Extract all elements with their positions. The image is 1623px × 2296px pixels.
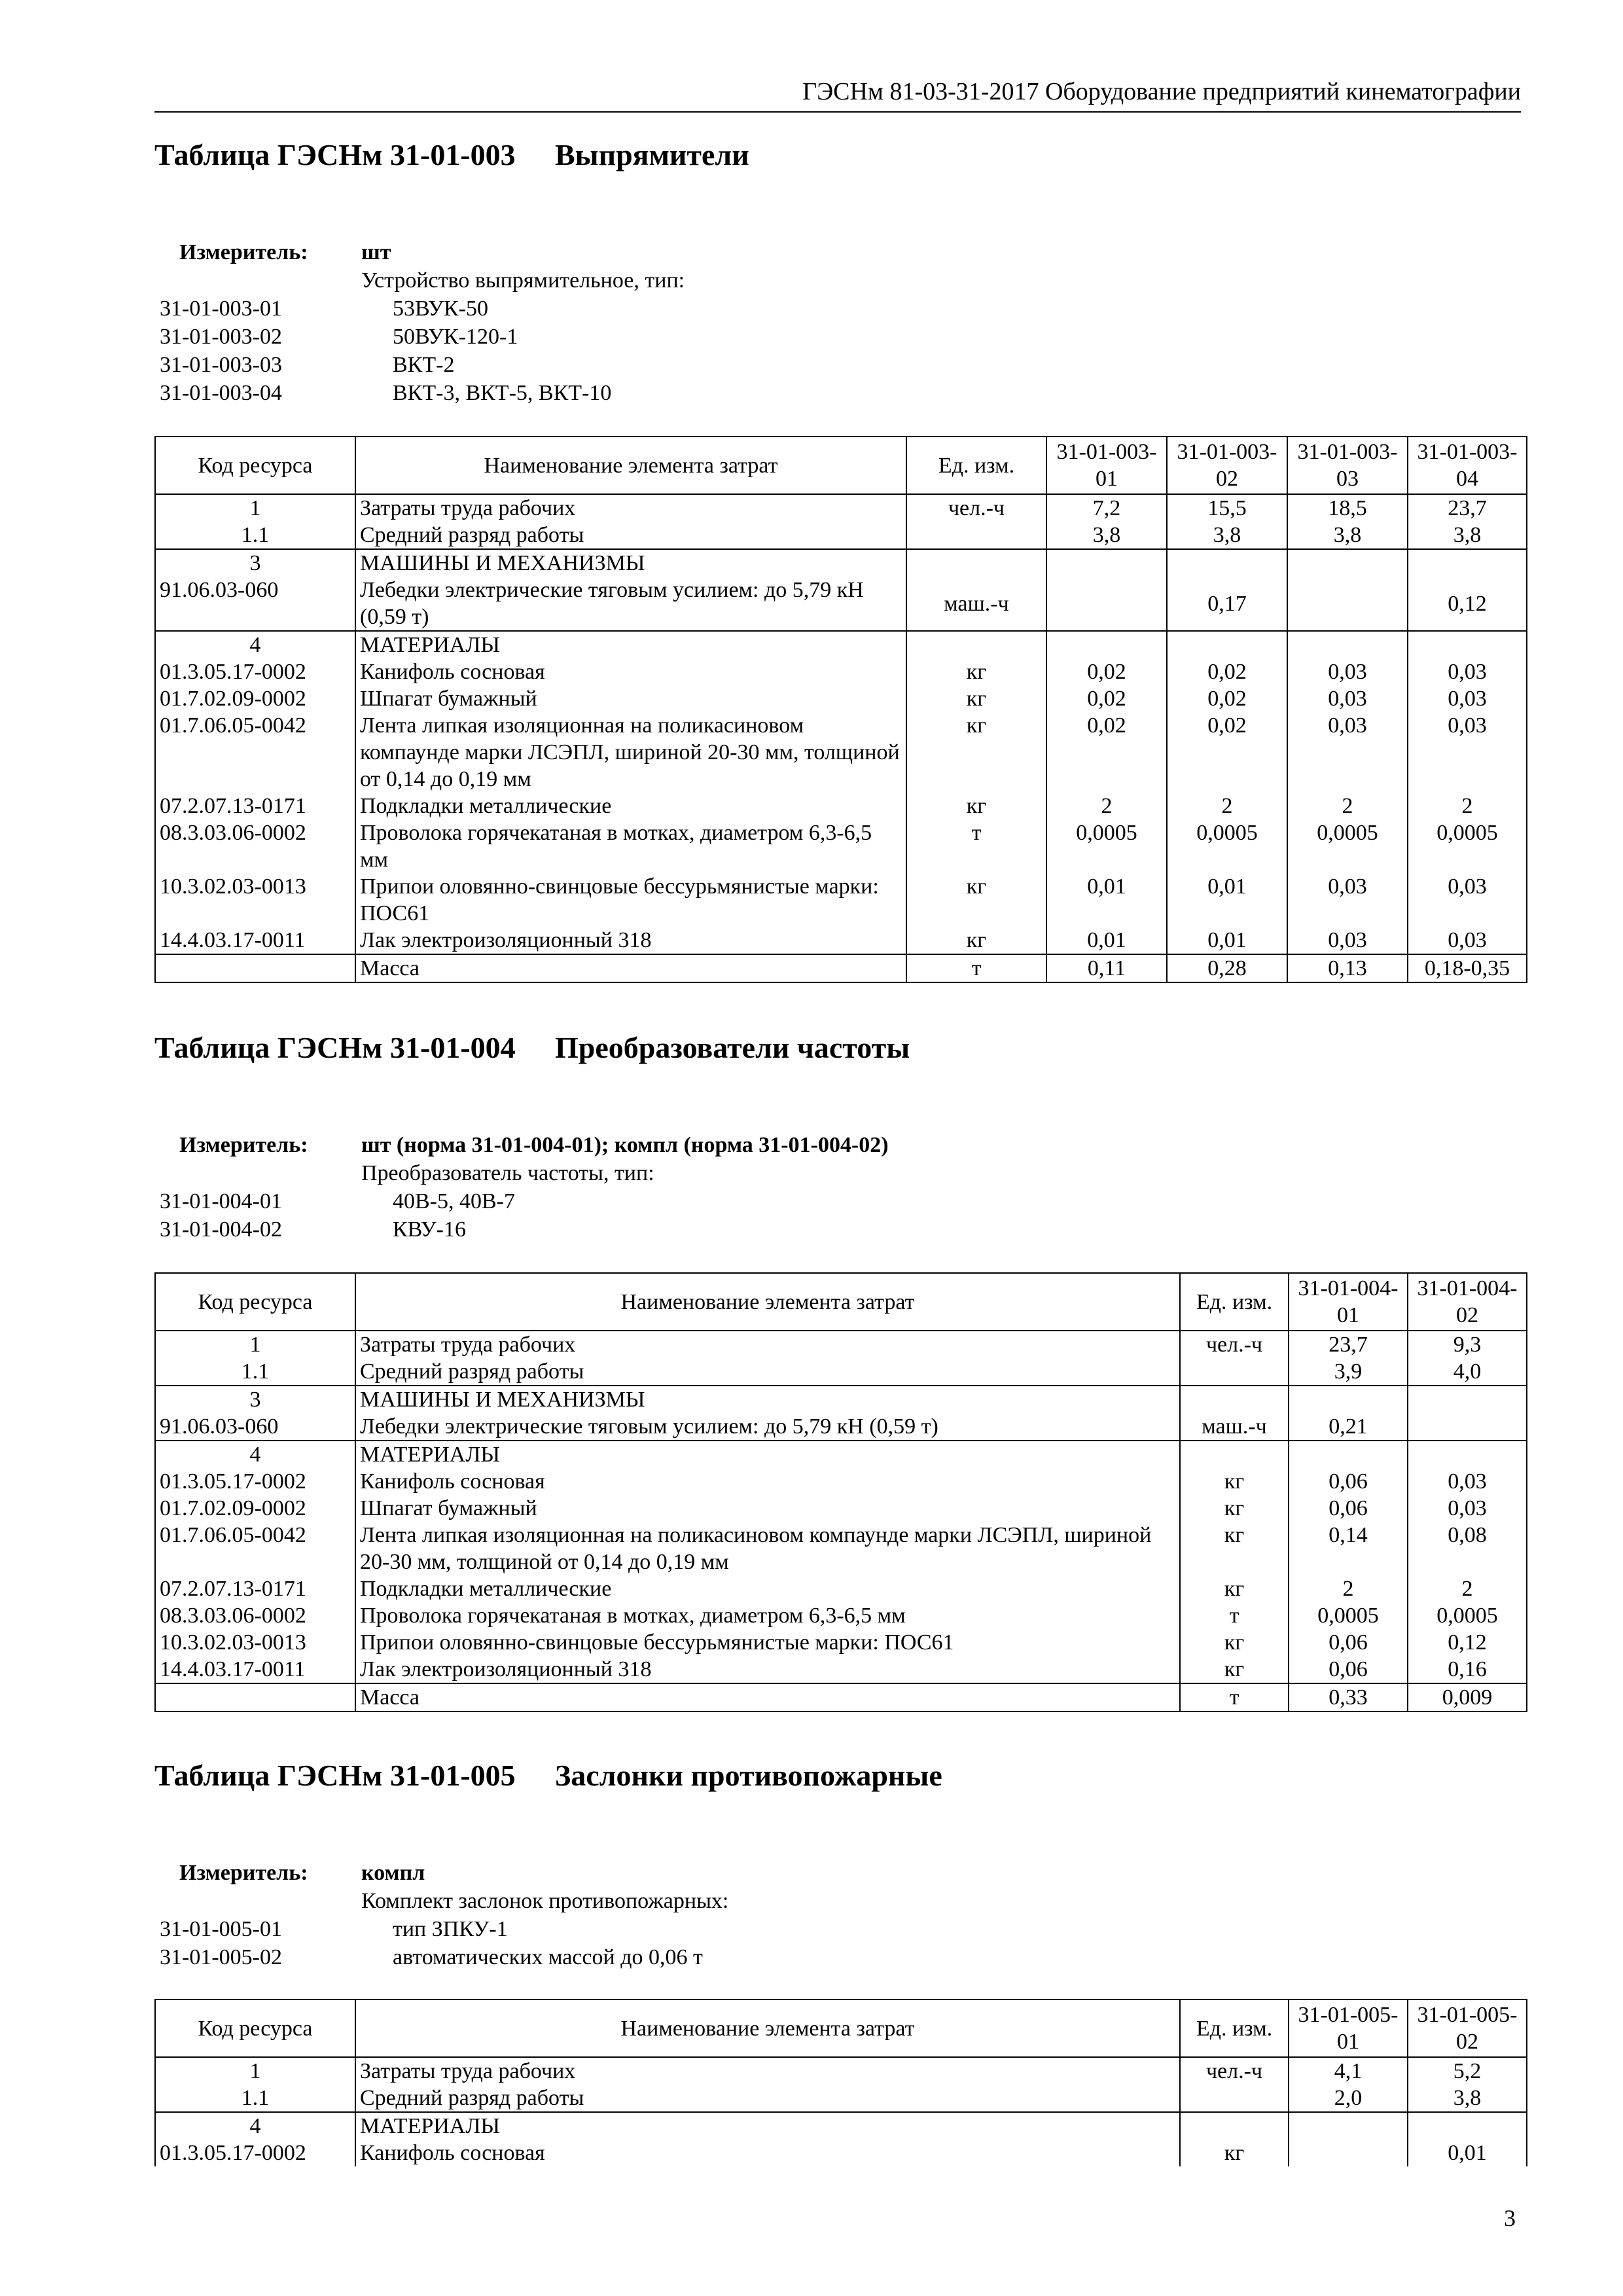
table-row bbox=[155, 1575, 1527, 1602]
mass-row bbox=[155, 954, 1527, 982]
norm-code: 31-01-003-02 bbox=[160, 325, 282, 349]
section-title bbox=[154, 1758, 1529, 1829]
table-code: Таблица ГЭСНм 31-01-005 bbox=[154, 1759, 516, 1792]
cell-name: Шпагат бумажный bbox=[355, 1495, 1180, 1522]
cell-code: 01.3.05.17-0002 bbox=[155, 1468, 355, 1495]
cell-value: 0,009 bbox=[1408, 1683, 1527, 1712]
cell-code: 01.3.05.17-0002 bbox=[155, 2140, 355, 2166]
cell-code: 4 bbox=[155, 1441, 355, 1468]
cell-code: 3 bbox=[155, 549, 355, 577]
table-row bbox=[155, 1441, 1527, 1468]
cell-value: 3,8 bbox=[1287, 522, 1408, 549]
norm-entry bbox=[154, 295, 1529, 323]
page-header: ГЭСНм 81-03-31-2017 Оборудование предприятий кинематографии bbox=[154, 77, 1521, 113]
cell-unit: маш.-ч bbox=[1180, 1413, 1289, 1441]
cell-code: 4 bbox=[155, 2112, 355, 2140]
cell-value: 0,01 bbox=[1046, 927, 1167, 954]
cell-value: 0,11 bbox=[1046, 954, 1167, 982]
cell-name: Припои оловянно-свинцовые бессурьмянистые марки: ПОС61 bbox=[355, 1629, 1180, 1656]
cell-value: 0,28 bbox=[1167, 954, 1287, 982]
cell-name: Лента липкая изоляционная на поликасиновом компаунде марки ЛСЭПЛ, шириной 20-30 мм, толщиной от 0,14 до 0,19 мм bbox=[355, 712, 906, 793]
cell-name: Подкладки металлические bbox=[355, 793, 906, 819]
cell-value: 0,12 bbox=[1408, 1629, 1527, 1656]
cell-value: 0,0005 bbox=[1046, 819, 1167, 873]
cell-value: 0,01 bbox=[1167, 927, 1287, 954]
norm-name: ВКТ-3, ВКТ-5, ВКТ-10 bbox=[393, 381, 612, 405]
cell-value: 2 bbox=[1408, 1575, 1527, 1602]
norm-name: автоматических массой до 0,06 т bbox=[393, 1945, 703, 1969]
cell-value: 3,8 bbox=[1408, 2085, 1527, 2112]
cell-unit: кг bbox=[1180, 1575, 1289, 1602]
cell-unit: кг bbox=[1180, 2140, 1289, 2166]
cell-value bbox=[1046, 549, 1167, 577]
meter-label: Измеритель: bbox=[179, 240, 308, 264]
norm-entry bbox=[154, 351, 1529, 379]
meter-description: Устройство выпрямительное, тип: bbox=[361, 268, 685, 293]
cell-name: Проволока горячекатаная в мотках, диаметром 6,3-6,5 мм bbox=[355, 819, 906, 873]
cell-value bbox=[1408, 1413, 1527, 1441]
cell-value: 9,3 bbox=[1408, 1331, 1527, 1358]
cell-unit: чел.-ч bbox=[1180, 1331, 1289, 1358]
cell-value: 0,17 bbox=[1167, 577, 1287, 631]
cell-value bbox=[1287, 549, 1408, 577]
cell-code: 91.06.03-060 bbox=[155, 577, 355, 631]
cell-value: 0,14 bbox=[1289, 1522, 1408, 1575]
cell-value: 0,02 bbox=[1046, 685, 1167, 712]
cell-value: 4,1 bbox=[1289, 2057, 1408, 2085]
norm-code: 31-01-005-02 bbox=[160, 1945, 282, 1969]
cell-unit: кг bbox=[906, 658, 1046, 685]
cell-code: 01.7.06.05-0042 bbox=[155, 712, 355, 793]
header-name: Наименование элемента затрат bbox=[355, 1273, 1180, 1331]
meter-value: компл bbox=[361, 1861, 425, 1885]
cell-value bbox=[1408, 2112, 1527, 2140]
cell-value: 0,02 bbox=[1046, 712, 1167, 793]
cell-name: Проволока горячекатаная в мотках, диаметром 6,3-6,5 мм bbox=[355, 1602, 1180, 1629]
table-row bbox=[155, 1522, 1527, 1575]
cell-value: 4,0 bbox=[1408, 1358, 1527, 1386]
table-row bbox=[155, 1495, 1527, 1522]
header-norm: 31-01-004-01 bbox=[1289, 1273, 1408, 1331]
cell-unit bbox=[906, 631, 1046, 658]
cell-value: 2,0 bbox=[1289, 2085, 1408, 2112]
norm-entry bbox=[154, 1215, 1529, 1244]
header-name: Наименование элемента затрат bbox=[355, 437, 906, 494]
cell-value: 0,02 bbox=[1167, 685, 1287, 712]
cell-value: 0,0005 bbox=[1287, 819, 1408, 873]
cell-value: 0,0005 bbox=[1408, 1602, 1527, 1629]
cell-code: 1 bbox=[155, 1331, 355, 1358]
cell-value: 0,02 bbox=[1046, 658, 1167, 685]
cell-value: 0,06 bbox=[1289, 1656, 1408, 1683]
cell-code: 07.2.07.13-0171 bbox=[155, 1575, 355, 1602]
mass-row bbox=[155, 1683, 1527, 1712]
cell-code: 1 bbox=[155, 494, 355, 522]
meter-block bbox=[154, 1859, 1529, 1971]
norm-entry bbox=[154, 1943, 1529, 1971]
norm-name: КВУ-16 bbox=[393, 1217, 466, 1242]
cell-code: 07.2.07.13-0171 bbox=[155, 793, 355, 819]
cell-name: МАТЕРИАЛЫ bbox=[355, 631, 906, 658]
cell-value bbox=[1287, 631, 1408, 658]
norm-name: 40В-5, 40В-7 bbox=[393, 1189, 515, 1213]
section-title bbox=[154, 1030, 1529, 1101]
table-row bbox=[155, 927, 1527, 954]
cell-code: 3 bbox=[155, 1386, 355, 1413]
resource-table bbox=[154, 1999, 1527, 2166]
cell-value: 0,0005 bbox=[1289, 1602, 1408, 1629]
table-row bbox=[155, 712, 1527, 793]
cell-code: 10.3.02.03-0013 bbox=[155, 873, 355, 927]
cell-value bbox=[1046, 631, 1167, 658]
cell-code: 01.3.05.17-0002 bbox=[155, 658, 355, 685]
cell-value: 0,18-0,35 bbox=[1408, 954, 1527, 982]
cell-unit: кг bbox=[1180, 1656, 1289, 1683]
table-row bbox=[155, 1358, 1527, 1386]
cell-unit bbox=[1180, 2085, 1289, 2112]
cell-code: 01.7.02.09-0002 bbox=[155, 685, 355, 712]
header-code: Код ресурса bbox=[155, 1273, 355, 1331]
cell-code bbox=[155, 1683, 355, 1712]
header-norm: 31-01-005-01 bbox=[1289, 2000, 1408, 2057]
cell-unit bbox=[1180, 2112, 1289, 2140]
norm-name: тип ЗПКУ-1 bbox=[393, 1917, 508, 1941]
header-unit: Ед. изм. bbox=[906, 437, 1046, 494]
cell-value: 3,9 bbox=[1289, 1358, 1408, 1386]
cell-unit: т bbox=[906, 819, 1046, 873]
table-row bbox=[155, 658, 1527, 685]
cell-value: 0,16 bbox=[1408, 1656, 1527, 1683]
norm-entry bbox=[154, 1187, 1529, 1215]
page-number: 3 bbox=[1504, 2205, 1516, 2231]
cell-value: 0,03 bbox=[1408, 658, 1527, 685]
cell-value: 0,03 bbox=[1408, 927, 1527, 954]
cell-value bbox=[1289, 1441, 1408, 1468]
table-row bbox=[155, 1413, 1527, 1441]
cell-value bbox=[1167, 549, 1287, 577]
cell-name: Затраты труда рабочих bbox=[355, 2057, 1180, 2085]
cell-value: 23,7 bbox=[1408, 494, 1527, 522]
norm-code: 31-01-005-01 bbox=[160, 1917, 282, 1941]
cell-code: 08.3.03.06-0002 bbox=[155, 819, 355, 873]
cell-value: 2 bbox=[1167, 793, 1287, 819]
cell-value: 2 bbox=[1287, 793, 1408, 819]
cell-value: 0,03 bbox=[1408, 873, 1527, 927]
header-norm: 31-01-003-04 bbox=[1408, 437, 1527, 494]
cell-unit: чел.-ч bbox=[906, 494, 1046, 522]
cell-value: 0,03 bbox=[1287, 712, 1408, 793]
cell-value: 0,03 bbox=[1408, 1468, 1527, 1495]
table-code: Таблица ГЭСНм 31-01-003 bbox=[154, 138, 516, 171]
cell-value: 2 bbox=[1046, 793, 1167, 819]
section-31-01-004 bbox=[154, 1030, 1529, 1710]
cell-name: Лебедки электрические тяговым усилием: до 5,79 кН (0,59 т) bbox=[355, 1413, 1180, 1441]
table-row bbox=[155, 2112, 1527, 2140]
cell-value bbox=[1408, 1386, 1527, 1413]
cell-code: 1.1 bbox=[155, 2085, 355, 2112]
cell-value bbox=[1408, 1441, 1527, 1468]
cell-value: 3,8 bbox=[1408, 522, 1527, 549]
table-row bbox=[155, 685, 1527, 712]
cell-name: МАТЕРИАЛЫ bbox=[355, 2112, 1180, 2140]
norm-entry bbox=[154, 1915, 1529, 1943]
cell-value: 2 bbox=[1289, 1575, 1408, 1602]
cell-value: 7,2 bbox=[1046, 494, 1167, 522]
cell-value: 0,12 bbox=[1408, 577, 1527, 631]
cell-value: 0,03 bbox=[1408, 685, 1527, 712]
cell-name: Средний разряд работы bbox=[355, 2085, 1180, 2112]
cell-value: 0,01 bbox=[1408, 2140, 1527, 2166]
cell-unit: кг bbox=[906, 685, 1046, 712]
table-row bbox=[155, 1629, 1527, 1656]
cell-value: 0,03 bbox=[1287, 685, 1408, 712]
table-row bbox=[155, 2057, 1527, 2085]
cell-name: Средний разряд работы bbox=[355, 522, 906, 549]
meter-block bbox=[154, 238, 1529, 407]
header-unit: Ед. изм. bbox=[1180, 2000, 1289, 2057]
norm-name: ВКТ-2 bbox=[393, 353, 455, 377]
norm-entry bbox=[154, 379, 1529, 407]
cell-value bbox=[1289, 2140, 1408, 2166]
cell-code: 08.3.03.06-0002 bbox=[155, 1602, 355, 1629]
cell-unit: т bbox=[906, 954, 1046, 982]
cell-unit: кг bbox=[1180, 1495, 1289, 1522]
cell-unit: маш.-ч bbox=[906, 577, 1046, 631]
table-row bbox=[155, 2140, 1527, 2166]
cell-name: Лента липкая изоляционная на поликасиновом компаунде марки ЛСЭПЛ, шириной 20-30 мм, толщиной от 0,14 до 0,19 мм bbox=[355, 1522, 1180, 1575]
norm-code: 31-01-004-02 bbox=[160, 1217, 282, 1242]
header-code: Код ресурса bbox=[155, 437, 355, 494]
cell-value: 3,8 bbox=[1046, 522, 1167, 549]
cell-value: 0,01 bbox=[1167, 873, 1287, 927]
cell-unit: кг bbox=[1180, 1522, 1289, 1575]
cell-value: 0,01 bbox=[1046, 873, 1167, 927]
header-norm: 31-01-003-03 bbox=[1287, 437, 1408, 494]
cell-code: 91.06.03-060 bbox=[155, 1413, 355, 1441]
cell-name: Затраты труда рабочих bbox=[355, 494, 906, 522]
cell-value: 0,02 bbox=[1167, 712, 1287, 793]
cell-value bbox=[1167, 631, 1287, 658]
cell-name: Затраты труда рабочих bbox=[355, 1331, 1180, 1358]
header-unit: Ед. изм. bbox=[1180, 1273, 1289, 1331]
norm-code: 31-01-003-01 bbox=[160, 296, 282, 321]
table-row bbox=[155, 1602, 1527, 1629]
table-code: Таблица ГЭСНм 31-01-004 bbox=[154, 1031, 516, 1064]
meter-block bbox=[154, 1131, 1529, 1244]
table-row bbox=[155, 1656, 1527, 1683]
cell-value bbox=[1287, 577, 1408, 631]
cell-unit bbox=[1180, 1358, 1289, 1386]
meter-description: Комплект заслонок противопожарных: bbox=[361, 1889, 729, 1913]
cell-code: 01.7.06.05-0042 bbox=[155, 1522, 355, 1575]
table-row bbox=[155, 522, 1527, 549]
cell-name: Припои оловянно-свинцовые бессурьмянистые марки: ПОС61 bbox=[355, 873, 906, 927]
cell-value: 0,13 bbox=[1287, 954, 1408, 982]
table-name: Заслонки противопожарные bbox=[555, 1759, 942, 1792]
cell-value: 0,0005 bbox=[1167, 819, 1287, 873]
table-name: Выпрямители bbox=[555, 138, 749, 171]
cell-name: Лебедки электрические тяговым усилием: до 5,79 кН (0,59 т) bbox=[355, 577, 906, 631]
norm-entry bbox=[154, 323, 1529, 351]
cell-value: 0,02 bbox=[1167, 658, 1287, 685]
cell-code: 14.4.03.17-0011 bbox=[155, 927, 355, 954]
cell-name: Канифоль сосновая bbox=[355, 1468, 1180, 1495]
cell-name: Шпагат бумажный bbox=[355, 685, 906, 712]
norm-code: 31-01-003-04 bbox=[160, 381, 282, 405]
section-31-01-003 bbox=[154, 137, 1529, 980]
header-norm: 31-01-003-01 bbox=[1046, 437, 1167, 494]
cell-value: 5,2 bbox=[1408, 2057, 1527, 2085]
cell-unit: кг bbox=[1180, 1468, 1289, 1495]
meter-label: Измеритель: bbox=[179, 1861, 308, 1885]
section-31-01-005 bbox=[154, 1758, 1529, 2165]
header-name: Наименование элемента затрат bbox=[355, 2000, 1180, 2057]
cell-value: 3,8 bbox=[1167, 522, 1287, 549]
meter-value: шт (норма 31-01-004-01); компл (норма 31-01-004-02) bbox=[361, 1133, 889, 1157]
table-row bbox=[155, 819, 1527, 873]
norm-code: 31-01-003-03 bbox=[160, 353, 282, 377]
resource-table bbox=[154, 436, 1527, 983]
header-norm: 31-01-004-02 bbox=[1408, 1273, 1527, 1331]
header-norm: 31-01-003-02 bbox=[1167, 437, 1287, 494]
table-row bbox=[155, 494, 1527, 522]
cell-value bbox=[1289, 1386, 1408, 1413]
table-header-row bbox=[155, 2000, 1527, 2057]
cell-value: 23,7 bbox=[1289, 1331, 1408, 1358]
cell-value bbox=[1408, 549, 1527, 577]
cell-value: 0,08 bbox=[1408, 1522, 1527, 1575]
cell-value: 0,03 bbox=[1408, 1495, 1527, 1522]
cell-value: 18,5 bbox=[1287, 494, 1408, 522]
cell-value bbox=[1408, 631, 1527, 658]
header-norm: 31-01-005-02 bbox=[1408, 2000, 1527, 2057]
cell-code bbox=[155, 954, 355, 982]
cell-unit: кг bbox=[906, 927, 1046, 954]
cell-code: 01.7.02.09-0002 bbox=[155, 1495, 355, 1522]
cell-value: 0,0005 bbox=[1408, 819, 1527, 873]
cell-name: МАШИНЫ И МЕХАНИЗМЫ bbox=[355, 1386, 1180, 1413]
table-row bbox=[155, 1331, 1527, 1358]
cell-unit: т bbox=[1180, 1602, 1289, 1629]
cell-name: Лак электроизоляционный 318 bbox=[355, 927, 906, 954]
cell-code: 10.3.02.03-0013 bbox=[155, 1629, 355, 1656]
cell-name: Канифоль сосновая bbox=[355, 658, 906, 685]
cell-value: 2 bbox=[1408, 793, 1527, 819]
resource-table bbox=[154, 1272, 1527, 1712]
cell-code: 14.4.03.17-0011 bbox=[155, 1656, 355, 1683]
cell-value: 0,21 bbox=[1289, 1413, 1408, 1441]
table-row bbox=[155, 1386, 1527, 1413]
cell-value: 0,03 bbox=[1408, 712, 1527, 793]
cell-code: 1.1 bbox=[155, 1358, 355, 1386]
cell-value: 15,5 bbox=[1167, 494, 1287, 522]
cell-unit bbox=[906, 522, 1046, 549]
cell-name: МАТЕРИАЛЫ bbox=[355, 1441, 1180, 1468]
table-row bbox=[155, 631, 1527, 658]
norm-name: 50ВУК-120-1 bbox=[393, 325, 518, 349]
cell-value: 0,06 bbox=[1289, 1629, 1408, 1656]
table-row bbox=[155, 577, 1527, 631]
cell-name: Средний разряд работы bbox=[355, 1358, 1180, 1386]
cell-name: Подкладки металлические bbox=[355, 1575, 1180, 1602]
cell-name: Масса bbox=[355, 1683, 1180, 1712]
cell-name: Лак электроизоляционный 318 bbox=[355, 1656, 1180, 1683]
table-row bbox=[155, 793, 1527, 819]
cell-name: Канифоль сосновая bbox=[355, 2140, 1180, 2166]
meter-label: Измеритель: bbox=[179, 1133, 308, 1157]
cell-unit bbox=[1180, 1441, 1289, 1468]
header-code: Код ресурса bbox=[155, 2000, 355, 2057]
cell-value: 0,06 bbox=[1289, 1468, 1408, 1495]
table-row bbox=[155, 2085, 1527, 2112]
cell-code: 4 bbox=[155, 631, 355, 658]
norm-name: 53ВУК-50 bbox=[393, 296, 488, 321]
table-name: Преобразователи частоты bbox=[555, 1031, 910, 1064]
table-row bbox=[155, 1468, 1527, 1495]
cell-code: 1.1 bbox=[155, 522, 355, 549]
cell-unit: кг bbox=[906, 793, 1046, 819]
cell-unit: т bbox=[1180, 1683, 1289, 1712]
table-row bbox=[155, 873, 1527, 927]
cell-value bbox=[1046, 577, 1167, 631]
cell-value: 0,33 bbox=[1289, 1683, 1408, 1712]
cell-value: 0,03 bbox=[1287, 658, 1408, 685]
cell-value: 0,03 bbox=[1287, 927, 1408, 954]
meter-description: Преобразователь частоты, тип: bbox=[361, 1161, 654, 1185]
meter-value: шт bbox=[361, 240, 391, 264]
cell-name: МАШИНЫ И МЕХАНИЗМЫ bbox=[355, 549, 906, 577]
cell-value: 0,06 bbox=[1289, 1495, 1408, 1522]
cell-unit: кг bbox=[906, 712, 1046, 793]
table-header-row bbox=[155, 437, 1527, 494]
cell-unit: кг bbox=[906, 873, 1046, 927]
cell-unit: чел.-ч bbox=[1180, 2057, 1289, 2085]
cell-unit bbox=[906, 549, 1046, 577]
cell-unit bbox=[1180, 1386, 1289, 1413]
section-title bbox=[154, 137, 1529, 208]
cell-name: Масса bbox=[355, 954, 906, 982]
cell-value bbox=[1289, 2112, 1408, 2140]
cell-unit: кг bbox=[1180, 1629, 1289, 1656]
table-row bbox=[155, 549, 1527, 577]
cell-value: 0,03 bbox=[1287, 873, 1408, 927]
cell-code: 1 bbox=[155, 2057, 355, 2085]
norm-code: 31-01-004-01 bbox=[160, 1189, 282, 1213]
table-header-row bbox=[155, 1273, 1527, 1331]
